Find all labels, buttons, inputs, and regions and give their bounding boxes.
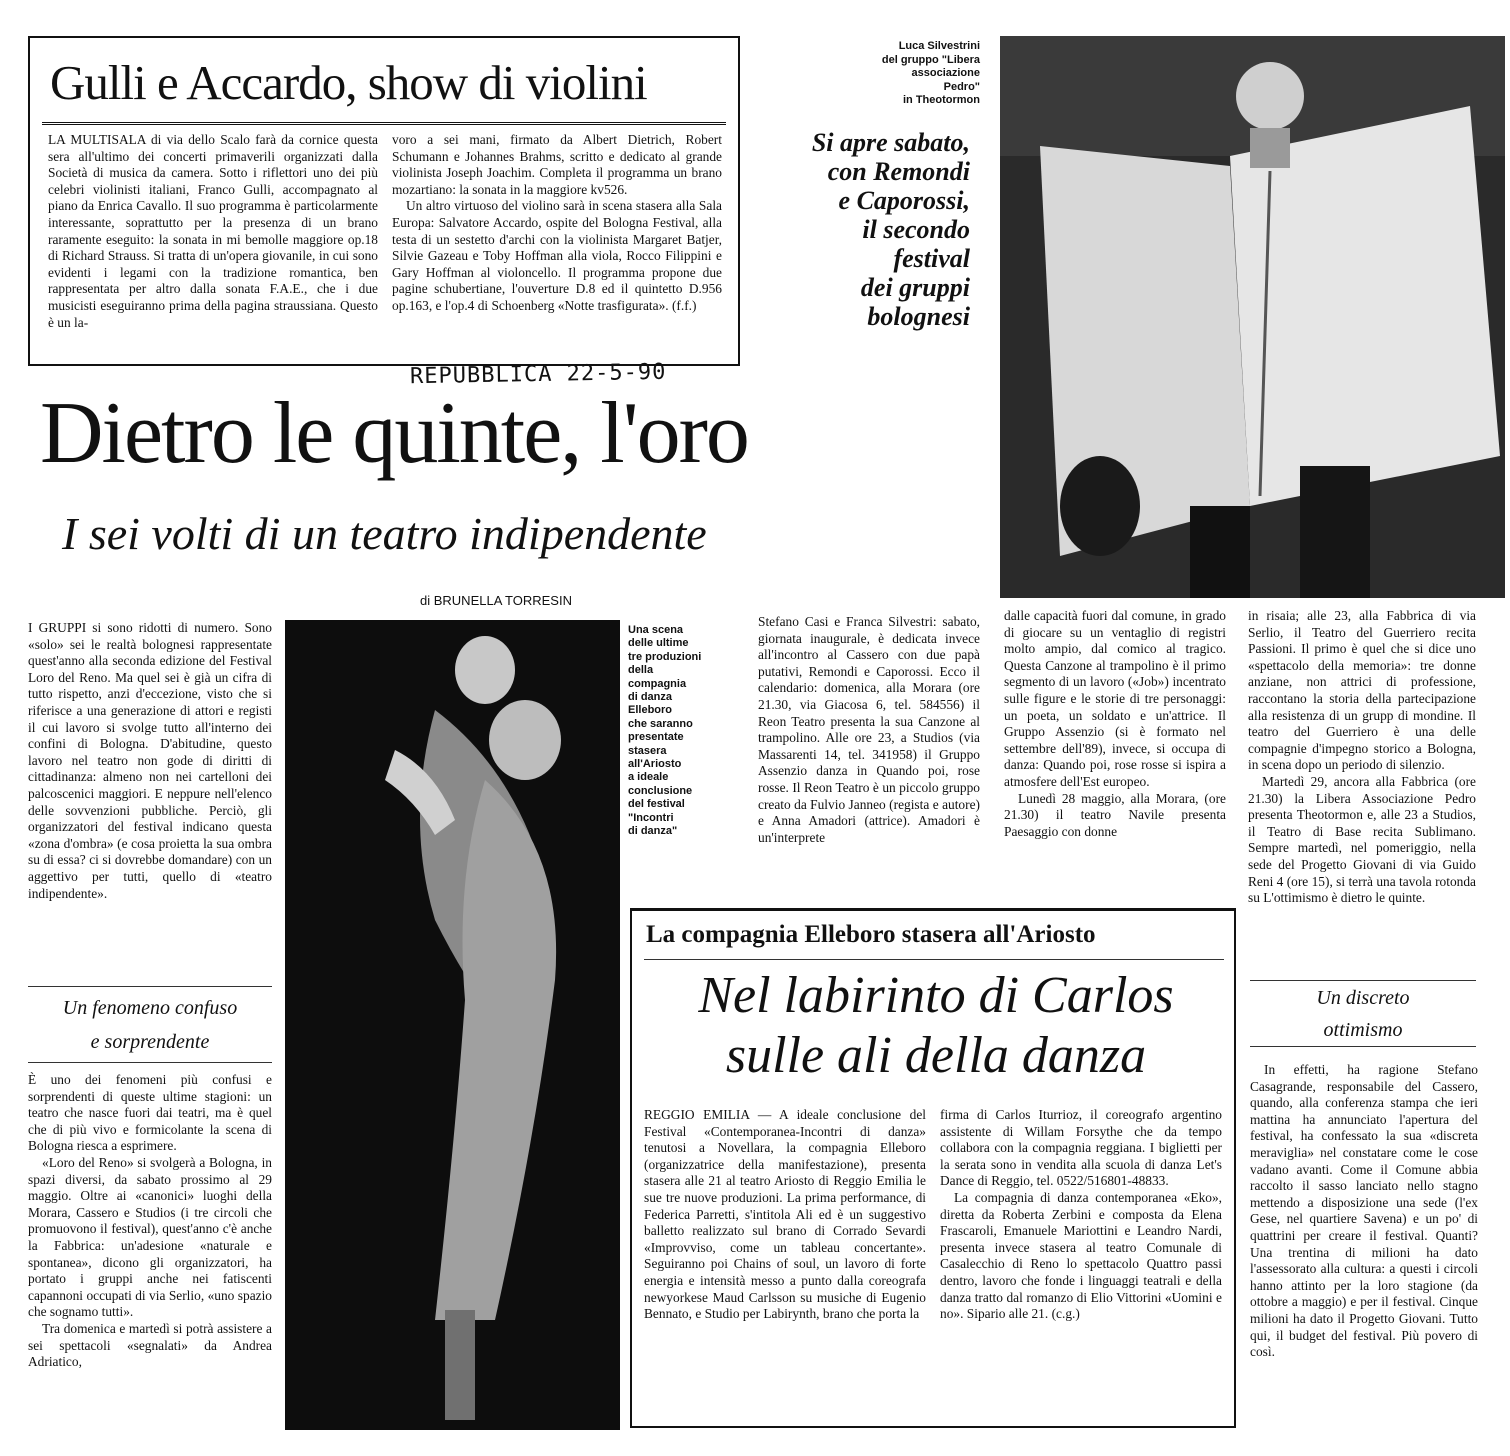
caption-line: "Incontri xyxy=(628,811,674,824)
article-column-left-a xyxy=(28,620,272,972)
elleboro-text-2a: firma di Carlos Iturrioz, il coreografo argentino assistente di Willam Forsythe che da tempo collabora con la compagnia reggiana. I biglietti per la serata sono in vendita alla scuola di danza Let's Dance di Reggio, tel. 0522/516801-48833. xyxy=(940,1107,1222,1189)
caption-line: del festival xyxy=(628,798,685,811)
elleboro-text-2b: La compagnia di danza contemporanea «Eko», diretta da Roberta Zerbini e composta da Elena Frascaroli, Emanuele Mariottini e Leandro Nardi, presenta invece stasera al teatro Comunale di Casalecchio di Reno lo spettacolo Quattro passi dentro, lavoro che fonde i linguaggi teatrali e della danza tratto dal romanzo di Elio Vittorini «Uomini e no». Sipario alle 21. (c.g.) xyxy=(940,1189,1222,1322)
main-headline: Dietro le quinte, l'oro xyxy=(40,385,748,482)
section-heading-line: e sorprendente xyxy=(90,1031,210,1053)
article-column-right-c xyxy=(1250,1062,1478,1432)
article-text-right-a: in risaia; alle 23, alla Fabbrica di via Serlio, il Teatro del Guerriero recita Passioni. Il primo è quel che si dice uno «spettacolo della memoria»: tre donne anziane, non attrici di professione, raccontano la storia della partecipazione alla resistenza di un grupp di mondine. Il teatro del Guerriero è una delle compagnie d'impegno storico a Bologna, in scena dopo un periodo di silenzio. xyxy=(1248,608,1476,773)
kicker-rule xyxy=(644,959,1224,960)
article-column-mid-1 xyxy=(758,614,980,886)
theotormon-photo xyxy=(1000,36,1505,598)
kicker-line: dei gruppi xyxy=(860,273,970,302)
caption-line: Pedro" xyxy=(943,80,980,93)
section-rule xyxy=(28,986,272,987)
section-heading-line: Un fenomeno confuso xyxy=(62,997,238,1019)
caption-line: all'Ariosto xyxy=(628,758,682,771)
section-rule xyxy=(1250,980,1476,981)
caption-line: in Theotormon xyxy=(903,94,980,107)
article-text-right-c: In effetti, ha ragione Stefano Casagrande, responsabile del Cassero, quando, alla conferenza stampa che ieri mattina ha annunciato l'apertura del festival, ha confessato la sua «discreta meraviglia» nel constatare come le cose vadano avanti. Come il Comune abbia raccolto il sasso lanciato nello stagno mettendo a disposizione una sede (l'ex Gese, nel quartiere Savena) e un po' di quattrini per creare il festival. Quanti? Una trentina di milioni ha dato l'assessorato alla cultura: a questi i circoli hanno attinto per la loro stagione (da ottobre a maggio) e per il festival. Cinque milioni ha dato il Progetto Giovani. Tutto qui, il budget del festival. Più povero di così. xyxy=(1250,1062,1478,1360)
violin-article-box xyxy=(28,36,740,366)
headline-rule xyxy=(42,122,726,125)
caption-line: presentate xyxy=(628,731,684,744)
article-text-right-b: Martedì 29, ancora alla Fabbrica (ore 21.30) la Libera Associazione Pedro presenta Theotormon e, alle 23 a Studios, il Teatro di Base recita Sublimano. Sempre martedì, nel pomeriggio, nella sede del Progetto Giovani di via Guido Reni 4 (ore 15), si terrà una tavola rotonda su L'ottimismo è dietro le quinte. xyxy=(1248,773,1476,906)
section-heading-1 xyxy=(28,996,272,1054)
caption-line: di danza" xyxy=(628,825,678,838)
violin-text-2a: voro a sei mani, firmato da Albert Dietrich, Robert Schumann e Johannes Brahms, scritto e dedicato al grande violinista Joseph Joachim. Completa il programma un brano mozartiano: la sonata in la maggiore kv526. xyxy=(392,132,722,197)
article-text-mid-1: Stefano Casi e Franca Silvestri: sabato, giornata inaugurale, è dedicata invece all'incontro al Cassero con due papà putativi, Remondi e Caporossi. Ecco il calendario: domenica, alla Morara (ore 21.30, via Giacosa 6, tel. 584556) il Reon Teatro presenta la sua Canzone al trampolino. Alle ore 23, a Studios (via Massarenti 14, tel. 341958) il Gruppo Assenzio danza in Quando poi, rose rosse. Il Reon Teatro è un piccolo gruppo creato da Fulvio Janneo (regista e autore) e Anna Amadori (attrice). Amadori è un'interprete xyxy=(758,614,980,845)
dance-photo-art xyxy=(285,620,620,1430)
section-heading-line: Un discreto xyxy=(1316,987,1410,1009)
caption-line: Una scena xyxy=(628,624,684,636)
kicker-line: con Remondi xyxy=(827,157,970,186)
kicker-line: Si apre sabato, xyxy=(811,128,970,157)
elleboro-headline-1: Nel labirinto di Carlos xyxy=(698,967,1174,1024)
article-column-left-b xyxy=(28,1072,272,1432)
caption-line: conclusione xyxy=(628,784,693,797)
violin-headline: Gulli e Accardo, show di violini xyxy=(50,55,647,110)
elleboro-text-1: REGGIO EMILIA — A ideale conclusione del Festival «Contemporanea-Incontri di danza» tenutosi a Novellara, la compagnia Elleboro (organizzatrice della manifestazione), presenta stasera alle 21 al teatro Ariosto di Reggio Emilia le sue tre nuove produzioni. La prima performance, di Federica Parretti, s'intitola Ali ed è un suggestivo balletto realizzato sul brano di Corrado Sevardi «Improvviso, come un tableau concertante». Seguiranno poi Chains of soul, un lavoro di forte energia e intensità messo a punto dalla coreografa newyorkese Maud Carlsson su musiche di Eugenio Bennato, e Studio per Labirynth, brano che porta la xyxy=(644,1107,926,1322)
caption-line: tre produzioni xyxy=(628,650,702,663)
violin-text-2b: Un altro virtuoso del violino sarà in scena stasera alla Sala Europa: Salvatore Accardo, ospite del Bologna Festival, alla testa di un sestetto d'archi con la violinista Margaret Batjer, Silvie Gazeau e Toby Hoffman alla viola, Rocco Filippini e Gary Hoffman al violoncello. Il programma propone due pagine schubertiane, l'ouverture D.8 ed il quintetto D.956 op.163, e l'op.4 di Schoenberg «Notte trasfigurata». (f.f.) xyxy=(392,198,722,313)
caption-line: compagnia xyxy=(628,677,687,690)
byline: di BRUNELLA TORRESIN xyxy=(420,593,572,608)
subheadline: I sei volti di un teatro indipendente xyxy=(62,508,707,559)
section-heading-2 xyxy=(1250,986,1476,1042)
caption-line: Luca Silvestrini xyxy=(898,40,980,52)
article-text-left-a: I GRUPPI si sono ridotti di numero. Sono «solo» sei le realtà bolognesi rappresentate quest'anno alla seconda edizione del Festival Loro del Reno. Ma quel sei è già un cifra di tutto rispetto, anzi d'eccezione, visto che si riferisce a una generazione di attori e registi il cui lavoro si svolge tutto all'interno dei confini di Bologna. D'abitudine, questo lavoro nel teatro non gode di diritti di cittadinanza: almeno non nei cartelloni dei palcoscenici maggiori. E neppure nell'elenco delle sovvenzioni pubbliche. Perciò, gli organizzatori del festival indicano questa «zona d'ombra» (e cosa proietta la sua ombra su di essa? ci si dovrebbe domandare) con un aggettivo per tutti, quello di «teatro indipendente». xyxy=(28,620,272,901)
elleboro-headline-2: sulle ali della danza xyxy=(725,1027,1147,1084)
caption-line: del gruppo "Libera xyxy=(881,53,980,66)
kicker-line: il secondo xyxy=(862,215,970,244)
elleboro-article-box xyxy=(630,908,1236,1428)
article-column-mid-2 xyxy=(1004,608,1226,892)
caption-line: Elleboro xyxy=(628,704,673,717)
photo-caption-top xyxy=(852,40,980,108)
kicker-line: festival xyxy=(893,244,970,273)
elleboro-column-2 xyxy=(940,1107,1222,1419)
theotormon-photo-art xyxy=(1000,36,1505,598)
caption-line: delle ultime xyxy=(628,637,689,650)
article-text-mid-2a: dalle capacità fuori dal comune, in grado di giocare su un ventaglio di registri molto ampio, dal comico al tragico. Questa Canzone al trampolino è il primo segmento di un lavoro («Job») incentrato sulle figure e le storie di tre personaggi: un poeta, un soldato e un'attrice. Il Gruppo Assenzio (si è formato nel settembre dell'89), invece, si occupa di danza: Quando poi, rose rosse si ispira a atmosfere dell'Est europeo. xyxy=(1004,608,1226,789)
kicker xyxy=(760,128,970,331)
section-heading-line: ottimismo xyxy=(1323,1019,1403,1041)
article-column-right-a xyxy=(1248,608,1476,968)
violin-column-2 xyxy=(392,132,722,360)
dance-caption xyxy=(628,624,728,839)
caption-line: che saranno xyxy=(628,717,693,730)
dance-photo xyxy=(285,620,620,1430)
caption-line: stasera xyxy=(628,744,667,757)
article-paragraph: «Loro del Reno» si svolgerà a Bologna, in spazi diversi, da sabato prossimo al 29 maggio. Oltre ai «canonici» luoghi della Morara, Cassero e Studios (i tre circoli che promuovono il festival), quest'anno c'è anche la Fabbrica: un'adesione «naturale e spontanea», dicono gli organizzatori, ha portato i gruppi anche nei fatiscenti capannoni occupati di via Serlio, «uno spazio che sognamo tutti». xyxy=(28,1154,272,1320)
article-paragraph: Tra domenica e martedì si potrà assistere a sei spettacoli «segnalati» da Andrea Adriatico, xyxy=(28,1320,272,1370)
handwritten-note: REPUBBLICA 22-5-90 xyxy=(409,359,667,390)
kicker-line: e Caporossi, xyxy=(838,186,970,215)
section-rule xyxy=(28,1062,272,1063)
violin-text-1: LA MULTISALA di via dello Scalo farà da cornice questa sera all'ultimo dei concerti primaverili organizzati dalla Società di musica da camera. Sotto i riflettori uno dei più celebri violinisti italiani, Franco Gulli, accompagnato al piano da Enrica Cavallo. Il suo programma è particolarmente interessante, soprattutto per la presenza di un brano raramente eseguito: la sonata in mi bemolle maggiore op.18 di Richard Strauss. Si tratta di un'opera giovanile, in cui sono evidenti i legami con la tradizione romantica, ben rappresentata per altro dalla sonata F.A.E., che i due musicisti eseguiranno prima della pagina straussiana. Questo è un la- xyxy=(48,132,378,330)
caption-line: della xyxy=(628,664,654,677)
article-text-mid-2b: Lunedì 28 maggio, alla Morara, (ore 21.30) il teatro Navile presenta Paesaggio con donne xyxy=(1004,790,1226,839)
caption-line: di danza xyxy=(628,691,673,704)
kicker-line: bolognesi xyxy=(867,302,970,331)
elleboro-kicker: La compagnia Elleboro stasera all'Ariosto xyxy=(646,921,1096,948)
caption-line: associazione xyxy=(911,67,980,80)
elleboro-column-1 xyxy=(644,1107,926,1419)
violin-column-1 xyxy=(48,132,378,360)
article-paragraph: È uno dei fenomeni più confusi e sorprendenti di queste ultime stagioni: un teatro che nasce fuori dai teatri, ma è quel che di più vivo e formicolante la scena di Bologna riesca a esprimere. xyxy=(28,1072,272,1154)
caption-line: a ideale xyxy=(628,771,669,784)
section-rule xyxy=(1250,1046,1476,1047)
